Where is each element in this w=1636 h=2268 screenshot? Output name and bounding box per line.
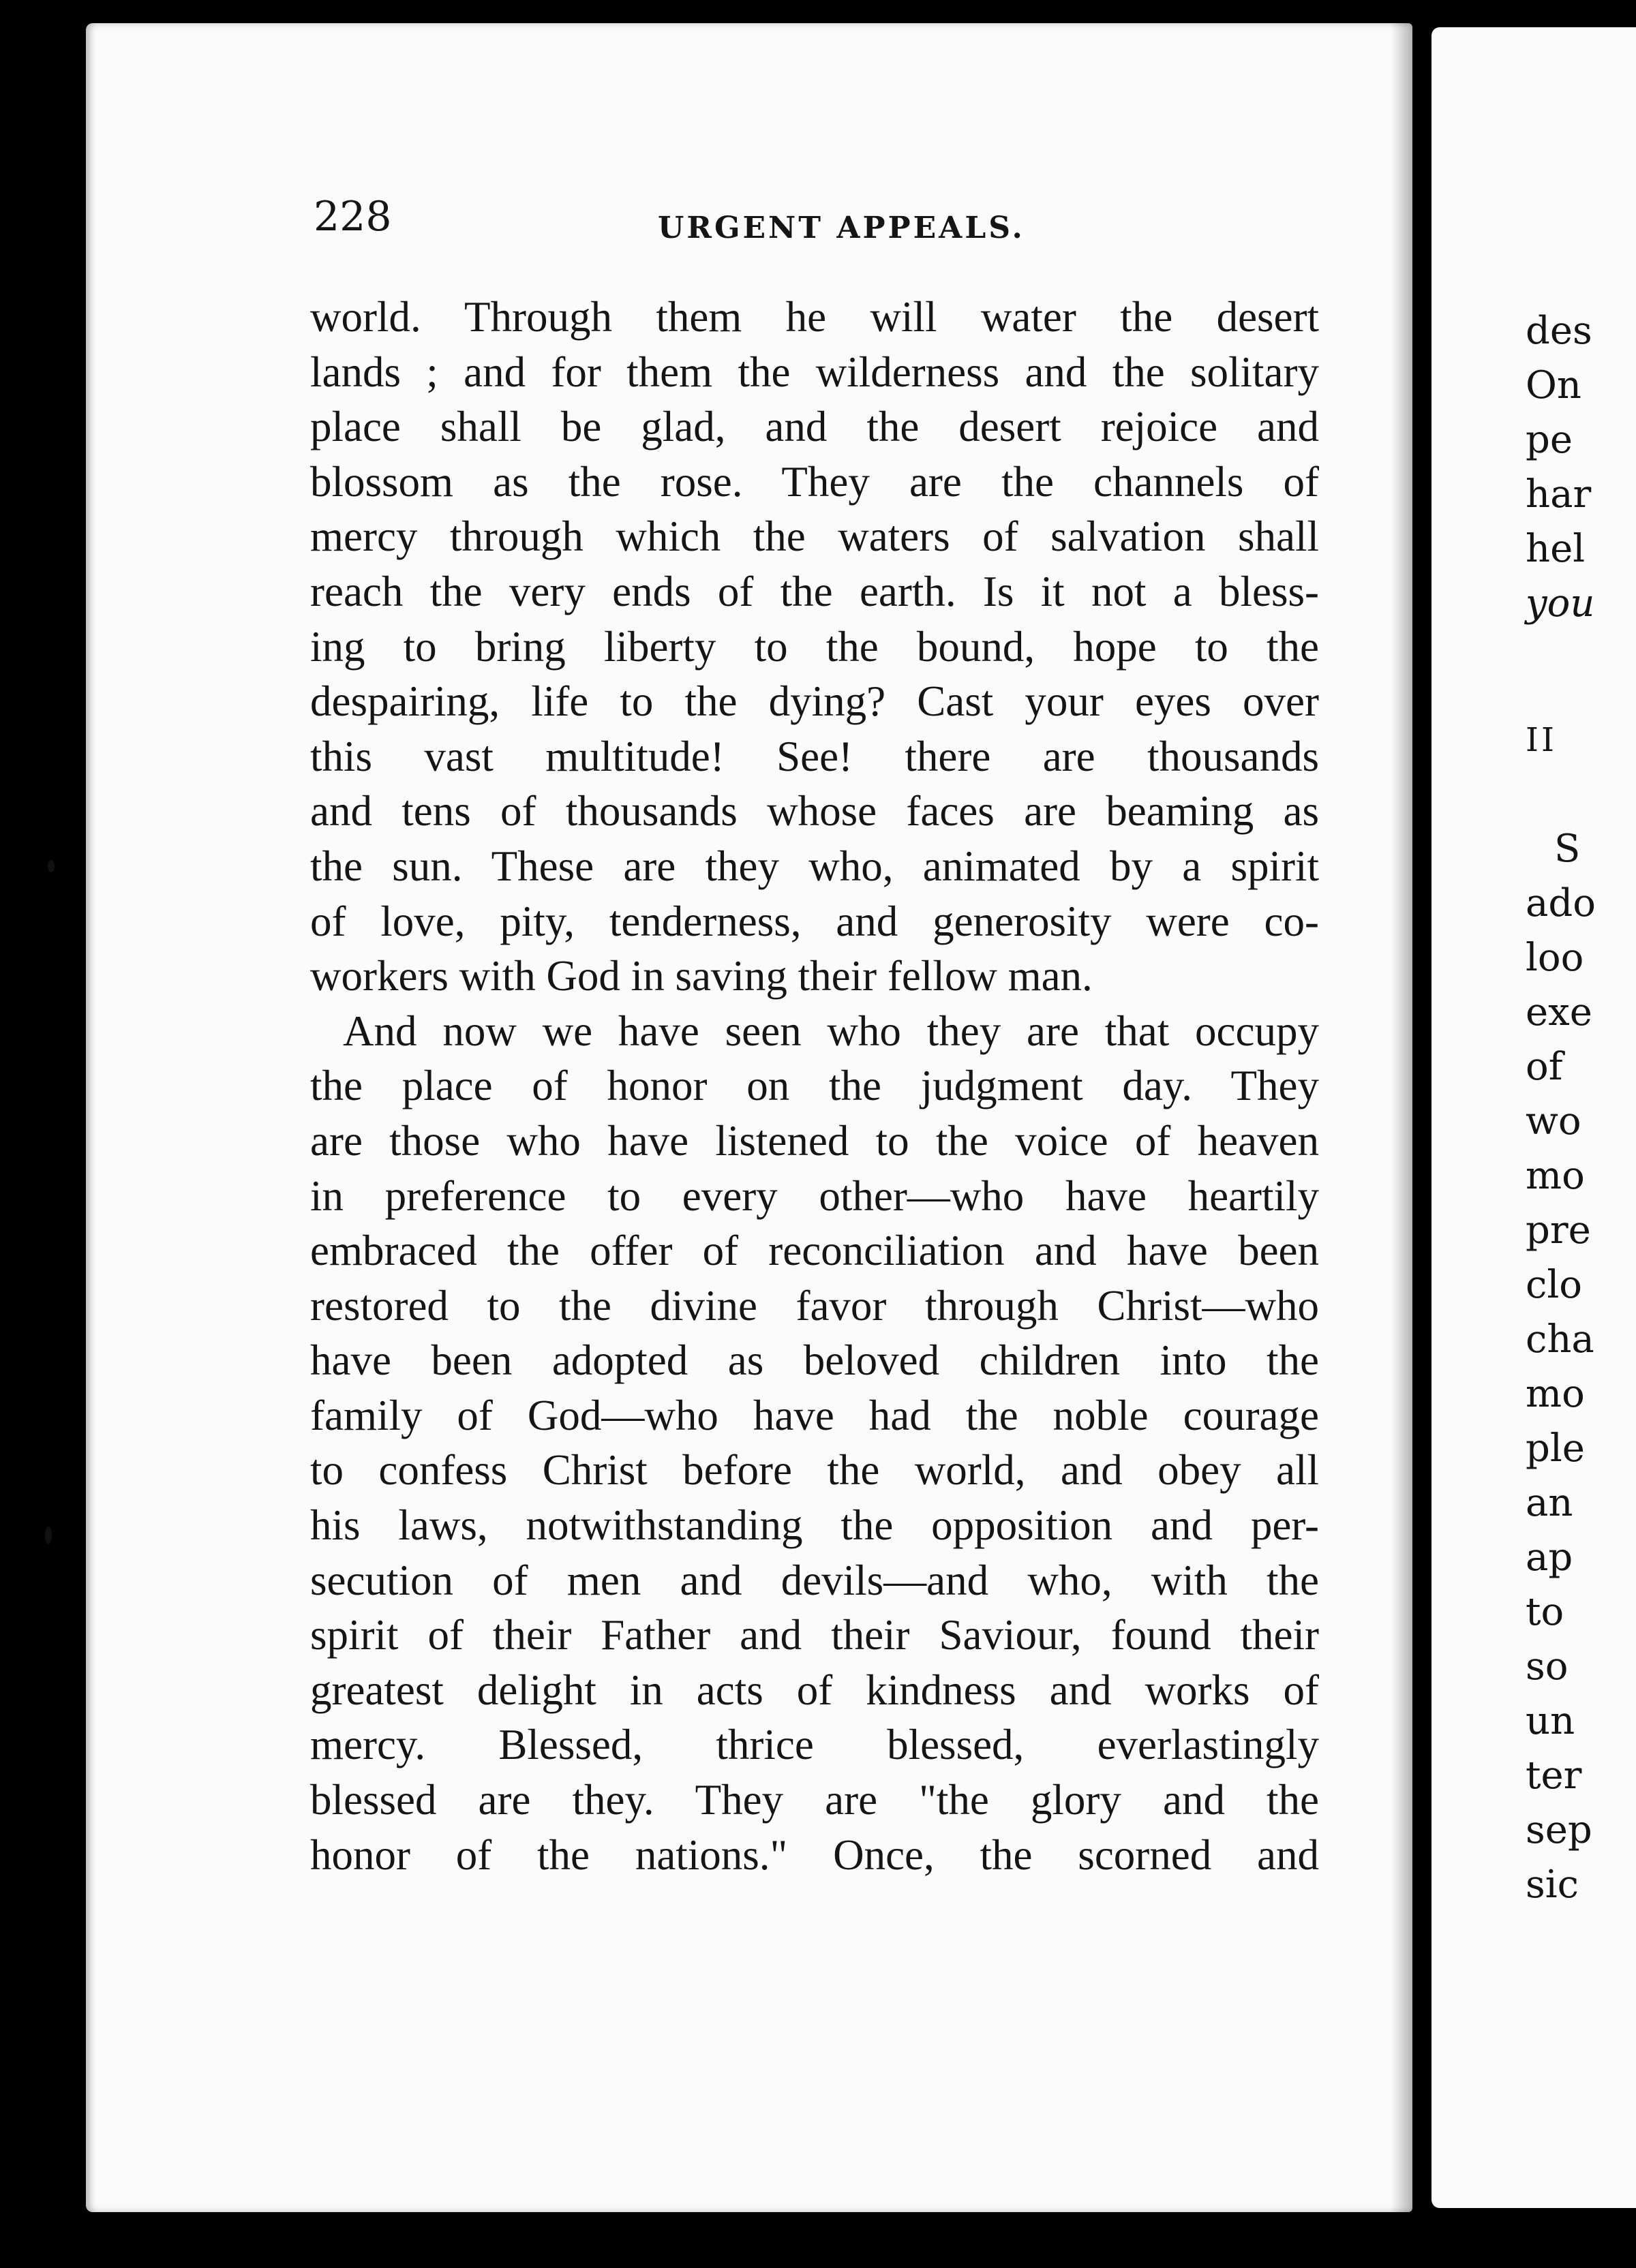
text-line: world. Through them he will water the desert	[310, 293, 1319, 341]
running-head	[314, 181, 1336, 245]
text-line: despairing, life to the dying? Cast your eyes over	[310, 677, 1319, 726]
text-line: mercy through which the waters of salvation shall	[310, 512, 1319, 561]
facing-page-text: S	[1554, 827, 1581, 871]
facing-page-text: mo	[1526, 1372, 1585, 1416]
text-line: And now we have seen who they are that occupy	[343, 1007, 1319, 1055]
scan-speck	[45, 1527, 52, 1544]
text-line: lands ; and for them the wilderness and the solitary	[310, 348, 1319, 396]
facing-page-text: sep	[1526, 1808, 1592, 1852]
text-line: place shall be glad, and the desert rejoice and	[310, 403, 1319, 451]
facing-page-text: ap	[1526, 1535, 1573, 1580]
facing-page-text: you	[1526, 581, 1595, 626]
facing-page-text: pe	[1526, 418, 1573, 462]
paragraph	[310, 1004, 1319, 1883]
text-line: blossom as the rose. They are the channels of	[310, 457, 1319, 506]
facing-page-text: sic	[1526, 1863, 1579, 1907]
facing-page-text: exe	[1526, 990, 1592, 1035]
text-line: are those who have listened to the voice of heaven	[310, 1116, 1319, 1165]
page-number: 228	[314, 193, 392, 241]
text-line: the sun. These are they who, animated by a spirit	[310, 842, 1319, 890]
text-line: reach the very ends of the earth. Is it not a bless-	[310, 567, 1319, 615]
text-line: workers with God in saving their fellow man.	[310, 952, 1093, 1000]
text-line: blessed are they. They are "the glory and the	[310, 1776, 1319, 1824]
facing-page-text: ter	[1526, 1753, 1582, 1798]
facing-page-text: ado	[1526, 881, 1596, 925]
facing-page-text: pre	[1526, 1208, 1591, 1253]
facing-page-text: des	[1526, 309, 1592, 353]
facing-page-text: to	[1526, 1590, 1564, 1634]
facing-page-fragment	[1432, 27, 1636, 2208]
facing-page-text: On	[1526, 363, 1581, 408]
page-header-title: URGENT APPEALS.	[658, 211, 1025, 245]
facing-page-text: un	[1526, 1699, 1575, 1743]
text-line: embraced the offer of reconciliation and have been	[310, 1227, 1319, 1275]
paragraph	[310, 290, 1319, 1004]
facing-page-text: II	[1526, 721, 1557, 759]
scan-speck	[48, 860, 55, 872]
text-line: spirit of their Father and their Saviour, found their	[310, 1611, 1319, 1659]
text-line: his laws, notwithstanding the opposition and per-	[310, 1501, 1319, 1550]
text-line: in preference to every other—who have heartily	[310, 1171, 1319, 1220]
facing-page-text: mo	[1526, 1154, 1585, 1198]
text-line: ing to bring liberty to the bound, hope to the	[310, 622, 1319, 671]
facing-page-text: har	[1526, 472, 1592, 517]
text-line: of love, pity, tenderness, and generosity were co-	[310, 897, 1319, 945]
text-line: greatest delight in acts of kindness and works of	[310, 1666, 1319, 1714]
text-line: the place of honor on the judgment day. They	[310, 1062, 1319, 1110]
text-line: honor of the nations." Once, the scorned and	[310, 1830, 1319, 1879]
text-line: and tens of thousands whose faces are beaming as	[310, 787, 1319, 836]
text-line: restored to the divine favor through Christ—who	[310, 1281, 1319, 1330]
text-line: mercy. Blessed, thrice blessed, everlastingly	[310, 1721, 1319, 1769]
facing-page-text: clo	[1526, 1263, 1582, 1307]
text-line: family of God—who have had the noble courage	[310, 1391, 1319, 1439]
facing-page-text: loo	[1526, 936, 1584, 980]
facing-page-text: an	[1526, 1481, 1573, 1525]
facing-page-text: hel	[1526, 527, 1586, 571]
facing-page-text: ple	[1526, 1426, 1585, 1471]
text-line: have been adopted as beloved children into the	[310, 1336, 1319, 1385]
facing-page-text: cha	[1526, 1317, 1594, 1362]
text-line: to confess Christ before the world, and obey all	[310, 1446, 1319, 1495]
text-line: this vast multitude! See! there are thousands	[310, 732, 1319, 780]
facing-page-text: of	[1526, 1045, 1563, 1089]
body-text	[310, 290, 1319, 1882]
text-line: secution of men and devils—and who, with the	[310, 1556, 1319, 1604]
facing-page-text: wo	[1526, 1099, 1581, 1144]
facing-page-text: so	[1526, 1644, 1569, 1689]
